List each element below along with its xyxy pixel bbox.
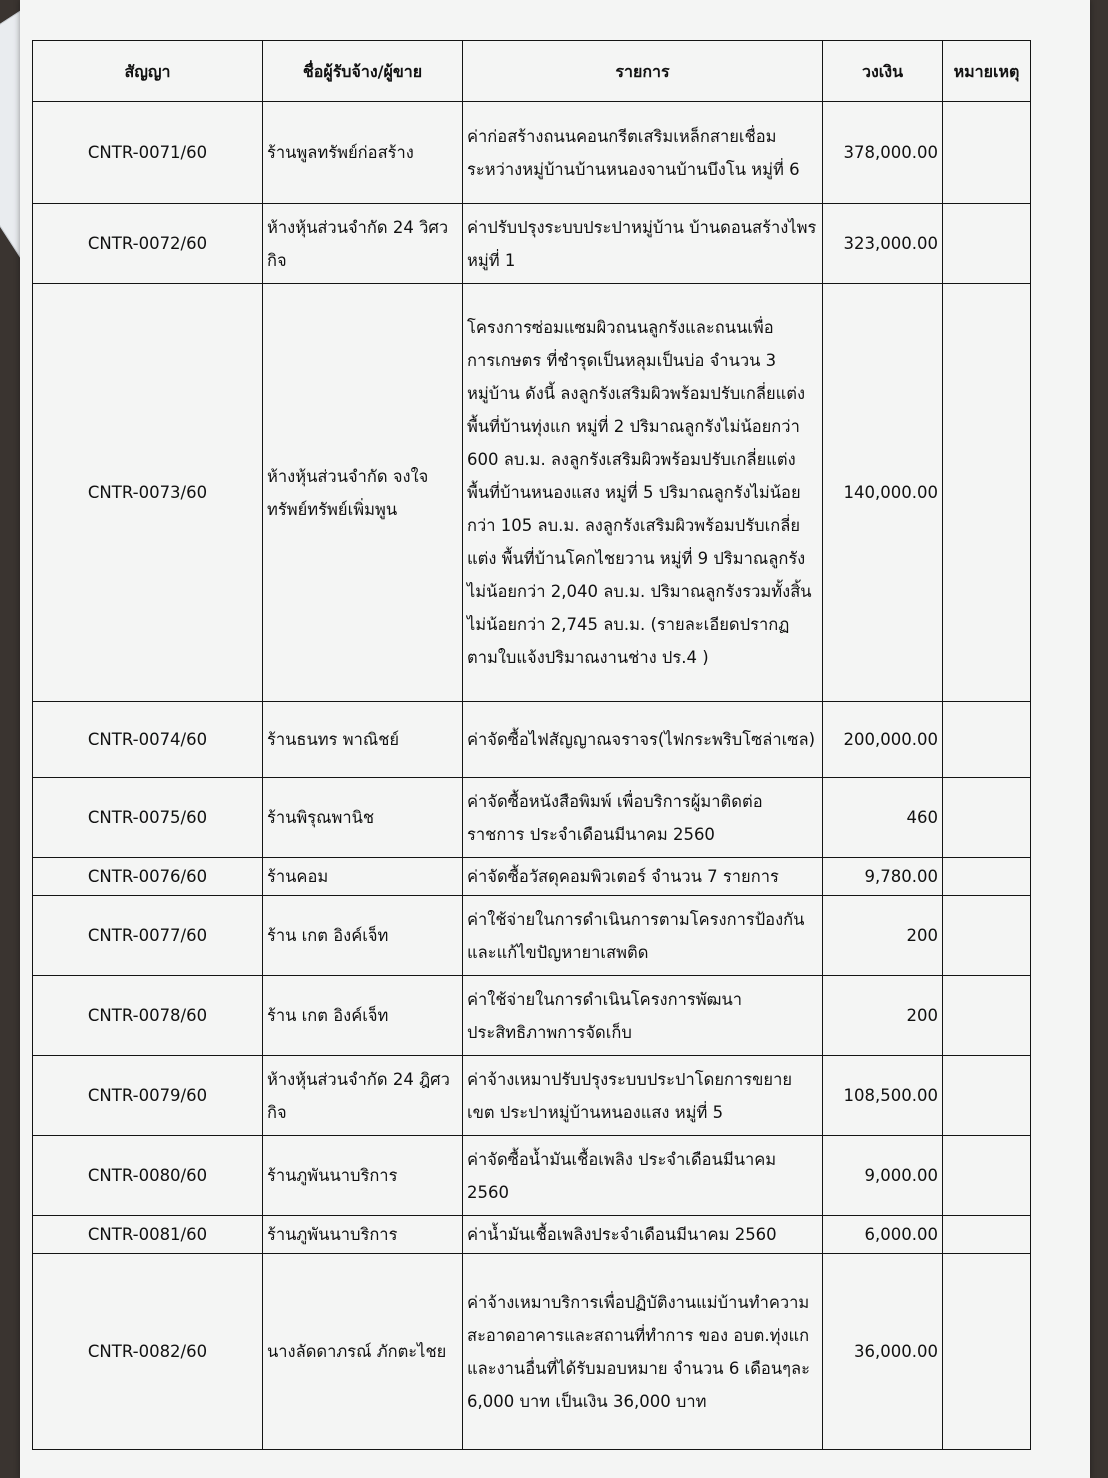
note-cell: [943, 896, 1031, 976]
contract-no-cell: CNTR-0073/60: [33, 284, 263, 702]
vendor-cell: ร้านพิรุณพานิช: [263, 778, 463, 858]
item-cell: ค่าจ้างเหมาบริการเพื่อปฏิบัติงานแม่บ้านทำความสะอาดอาคารและสถานที่ทำการ ของ อบต.ทุ่งแก และงานอื่นที่ได้รับมอบหมาย จำนวน 6 เดือนๆละ 6,000 บาท เป็นเงิน 36,000 บาท: [463, 1254, 823, 1450]
table-row: [33, 1254, 1031, 1450]
table-row: [33, 1216, 1031, 1254]
vendor-cell: ร้านภูพันนาบริการ: [263, 1216, 463, 1254]
vendor-cell: ร้านคอม: [263, 858, 463, 896]
table-row: [33, 284, 1031, 702]
item-cell: ค่าใช้จ่ายในการดำเนินการตามโครงการป้องกันและแก้ไขปัญหายาเสพติด: [463, 896, 823, 976]
note-cell: [943, 778, 1031, 858]
vendor-cell: ร้าน เกต อิงค์เจ็ท: [263, 896, 463, 976]
vendor-cell: ร้านธนทร พาณิชย์: [263, 702, 463, 778]
contract-no-cell: CNTR-0072/60: [33, 204, 263, 284]
contract-no-cell: CNTR-0078/60: [33, 976, 263, 1056]
note-cell: [943, 1056, 1031, 1136]
header-item: รายการ: [463, 41, 823, 102]
contract-no-cell: CNTR-0076/60: [33, 858, 263, 896]
contract-no-cell: CNTR-0077/60: [33, 896, 263, 976]
table-row: [33, 896, 1031, 976]
vendor-cell: นางลัดดาภรณ์ ภักตะไชย: [263, 1254, 463, 1450]
contract-no-cell: CNTR-0071/60: [33, 102, 263, 204]
amount-cell: 323,000.00: [823, 204, 943, 284]
note-cell: [943, 1216, 1031, 1254]
item-cell: ค่าจัดซื้อน้ำมันเชื้อเพลิง ประจำเดือนมีนาคม 2560: [463, 1136, 823, 1216]
header-contract-no: สัญญา: [33, 41, 263, 102]
amount-cell: 200: [823, 976, 943, 1056]
item-cell: โครงการซ่อมแซมผิวถนนลูกรังและถนนเพื่อการเกษตร ที่ชำรุดเป็นหลุมเป็นบ่อ จำนวน 3 หมู่บ้าน ดังนี้ ลงลูกรังเสริมผิวพร้อมปรับเกลี่ยแต่ง พื้นที่บ้านทุ่งแก หมู่ที่ 2 ปริมาณลูกรังไม่น้อยกว่า 600 ลบ.ม. ลงลูกรังเสริมผิวพร้อมปรับเกลี่ยแต่ง พื้นที่บ้านหนองแสง หมู่ที่ 5 ปริมาณลูกรังไม่น้อยกว่า 105 ลบ.ม. ลงลูกรังเสริมผิวพร้อมปรับเกลี่ยแต่ง พื้นที่บ้านโคกไชยวาน หมู่ที่ 9 ปริมาณลูกรังไม่น้อยกว่า 2,040 ลบ.ม. ปริมาณลูกรังรวมทั้งสิ้นไม่น้อยกว่า 2,745 ลบ.ม. (รายละเอียดปรากฏตามใบแจ้งปริมาณงานช่าง ปร.4 ): [463, 284, 823, 702]
amount-cell: 36,000.00: [823, 1254, 943, 1450]
header-amount: วงเงิน: [823, 41, 943, 102]
note-cell: [943, 976, 1031, 1056]
item-cell: ค่าปรับปรุงระบบประปาหมู่บ้าน บ้านดอนสร้างไพร หมู่ที่ 1: [463, 204, 823, 284]
contract-no-cell: CNTR-0079/60: [33, 1056, 263, 1136]
table-row: [33, 858, 1031, 896]
item-cell: ค่าจัดซื้อไฟสัญญาณจราจร(ไฟกระพริบโซล่าเซล): [463, 702, 823, 778]
vendor-cell: ห้างหุ้นส่วนจำกัด 24 วิศวกิจ: [263, 204, 463, 284]
contract-no-cell: CNTR-0075/60: [33, 778, 263, 858]
note-cell: [943, 858, 1031, 896]
amount-cell: 140,000.00: [823, 284, 943, 702]
contract-table: [32, 40, 1031, 1450]
note-cell: [943, 1254, 1031, 1450]
table-row: [33, 1056, 1031, 1136]
item-cell: ค่าจัดซื้อหนังสือพิมพ์ เพื่อบริการผู้มาติดต่อราชการ ประจำเดือนมีนาคม 2560: [463, 778, 823, 858]
vendor-cell: ร้านภูพันนาบริการ: [263, 1136, 463, 1216]
vendor-cell: ห้างหุ้นส่วนจำกัด จงใจทรัพย์ทรัพย์เพิ่มพูน: [263, 284, 463, 702]
amount-cell: 200: [823, 896, 943, 976]
vendor-cell: ร้านพูลทรัพย์ก่อสร้าง: [263, 102, 463, 204]
amount-cell: 460: [823, 778, 943, 858]
item-cell: ค่าใช้จ่ายในการดำเนินโครงการพัฒนาประสิทธิภาพการจัดเก็บ: [463, 976, 823, 1056]
table-row: [33, 204, 1031, 284]
header-vendor: ชื่อผู้รับจ้าง/ผู้ขาย: [263, 41, 463, 102]
item-cell: ค่าน้ำมันเชื้อเพลิงประจำเดือนมีนาคม 2560: [463, 1216, 823, 1254]
contract-no-cell: CNTR-0082/60: [33, 1254, 263, 1450]
header-note: หมายเหตุ: [943, 41, 1031, 102]
table-row: [33, 102, 1031, 204]
amount-cell: 108,500.00: [823, 1056, 943, 1136]
contract-no-cell: CNTR-0074/60: [33, 702, 263, 778]
amount-cell: 9,000.00: [823, 1136, 943, 1216]
amount-cell: 9,780.00: [823, 858, 943, 896]
table-row: [33, 778, 1031, 858]
note-cell: [943, 102, 1031, 204]
vendor-cell: ร้าน เกต อิงค์เจ็ท: [263, 976, 463, 1056]
table-row: [33, 976, 1031, 1056]
note-cell: [943, 1136, 1031, 1216]
vendor-cell: ห้างหุ้นส่วนจำกัด 24 ฎิศวกิจ: [263, 1056, 463, 1136]
amount-cell: 200,000.00: [823, 702, 943, 778]
table-header-row: [33, 41, 1031, 102]
note-cell: [943, 204, 1031, 284]
contract-no-cell: CNTR-0081/60: [33, 1216, 263, 1254]
item-cell: ค่าจัดซื้อวัสดุคอมพิวเตอร์ จำนวน 7 รายการ: [463, 858, 823, 896]
amount-cell: 378,000.00: [823, 102, 943, 204]
document-page: [20, 0, 1090, 1478]
table-row: [33, 1136, 1031, 1216]
item-cell: ค่าจ้างเหมาปรับปรุงระบบประปาโดยการขยายเขต ประปาหมู่บ้านหนองแสง หมู่ที่ 5: [463, 1056, 823, 1136]
note-cell: [943, 284, 1031, 702]
contract-no-cell: CNTR-0080/60: [33, 1136, 263, 1216]
item-cell: ค่าก่อสร้างถนนคอนกรีตเสริมเหล็กสายเชื่อมระหว่างหมู่บ้านบ้านหนองจานบ้านบึงโน หมู่ที่ 6: [463, 102, 823, 204]
table-row: [33, 702, 1031, 778]
amount-cell: 6,000.00: [823, 1216, 943, 1254]
note-cell: [943, 702, 1031, 778]
